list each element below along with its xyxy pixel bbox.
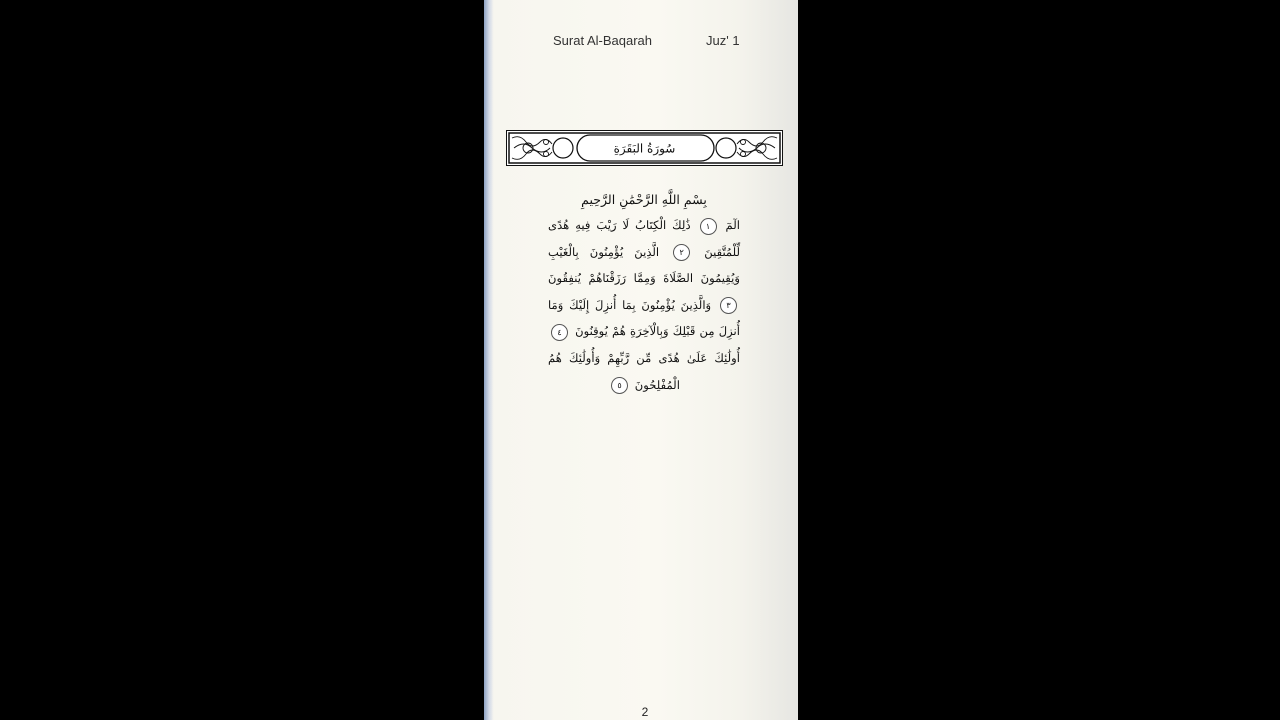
verse-4-text[interactable]: وَالَّذِينَ يُؤْمِنُونَ بِمَا أُنزِلَ إِلَيْكَ وَمَا أُنزِلَ مِن قَبْلِكَ وَبِالْآخِرَةِ هُمْ يُوقِنُونَ: [548, 297, 740, 339]
verse-2-text[interactable]: ذَٰلِكَ الْكِتَابُ لَا رَيْبَ فِيهِ هُدًى لِّلْمُتَّقِينَ: [548, 218, 741, 259]
basmala: بِسْمِ اللَّهِ الرَّحْمَٰنِ الرَّحِيمِ: [581, 192, 707, 207]
ornament-medallion-left: [553, 138, 573, 158]
quran-text-block[interactable]: [548, 186, 740, 398]
ayah-number-marker[interactable]: ٢: [673, 244, 690, 261]
surah-title-banner: [506, 130, 783, 166]
ayah-number-marker[interactable]: ٥: [611, 377, 628, 394]
ayah-number-marker[interactable]: ١: [700, 218, 717, 235]
page-binding-edge: [484, 0, 493, 720]
ayah-number-marker[interactable]: ٤: [551, 324, 568, 341]
page-number: 2: [641, 705, 649, 719]
surah-title-text: سُورَةُ البَقَرَةِ: [613, 141, 676, 156]
verse-5-text[interactable]: أُولَٰئِكَ عَلَىٰ هُدًى مِّن رَّبِّهِمْ وَأُولَٰئِكَ هُمُ الْمُفْلِحُونَ: [548, 350, 740, 392]
verse-3-text[interactable]: الَّذِينَ يُؤْمِنُونَ بِالْغَيْبِ وَيُقِيمُونَ الصَّلَاةَ وَمِمَّا رَزَقْنَاهُمْ يُنفِقُونَ: [548, 244, 740, 286]
verse-1-text[interactable]: الٓمٓ: [725, 218, 741, 232]
juz-header: Juz' 1: [706, 33, 740, 48]
ornament-medallion-right: [716, 138, 736, 158]
ayah-number-marker[interactable]: ٣: [720, 297, 737, 314]
surah-name-header: Surat Al-Baqarah: [553, 33, 653, 48]
